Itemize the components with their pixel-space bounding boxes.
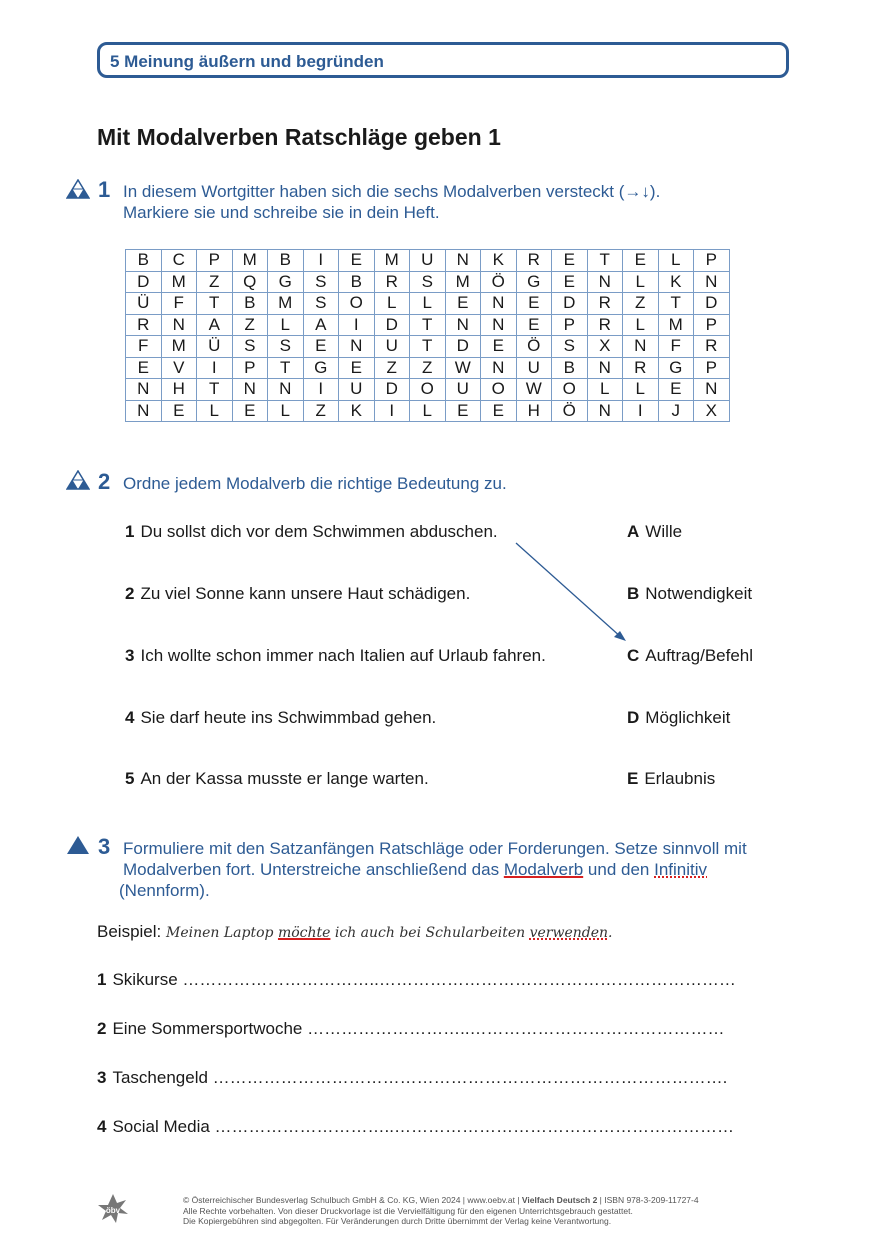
grid-cell[interactable]: S [303,271,339,293]
meaning-b: B Notwendigkeit [627,584,753,603]
grid-cell[interactable]: I [374,400,410,422]
grid-cell[interactable]: W [516,379,552,401]
grid-cell[interactable]: A [197,314,233,336]
grid-cell[interactable]: K [481,250,517,272]
grid-cell[interactable]: N [445,250,481,272]
grid-cell[interactable]: M [232,250,268,272]
footer-copyright: © Österreichischer Bundesverlag Schulbuch GmbH & Co. KG, Wien 2024 | www.oebv.at | Vielfach Deutsch 2 | ISBN 978-3-209-11727-4 Alle Rechte vorbehalten. Von dieser Druckvorlage ist die Vervielfältigung für den eigenen Unterrichtsgebrauch gestattet. Die Kopiergebühren sind abgegolten. Für Veränderungen durch Dritte übernimmt der Verlag keine Verantwortung. [183,1195,699,1226]
grid-cell[interactable]: K [658,271,694,293]
grid-cell[interactable]: E [303,336,339,358]
grid-cell[interactable]: S [303,293,339,315]
task-1-instruction-line2: Markiere sie und schreibe sie in dein Heft. [123,203,440,222]
grid-cell[interactable]: E [516,293,552,315]
grid-cell[interactable]: Z [623,293,659,315]
task-2-instruction: Ordne jedem Modalverb die richtige Bedeutung zu. [123,474,507,493]
answer-line-3[interactable]: 3 Taschengeld ………………………………………………………………………………. [97,1068,728,1087]
grid-cell[interactable]: R [623,357,659,379]
grid-cell[interactable]: H [516,400,552,422]
grid-cell[interactable]: T [410,336,446,358]
grid-row [126,271,730,293]
grid-cell[interactable]: D [374,379,410,401]
grid-cell[interactable]: N [694,271,730,293]
grid-cell[interactable]: P [232,357,268,379]
task-2-number: 2 [98,469,111,494]
example-line: Beispiel: Meinen Laptop möchte ich auch bei Schularbeiten verwenden. [97,922,613,941]
grid-cell[interactable]: L [623,379,659,401]
grid-cell[interactable]: D [374,314,410,336]
grid-cell[interactable]: N [587,271,623,293]
grid-cell[interactable]: R [694,336,730,358]
grid-cell[interactable]: N [232,379,268,401]
grid-cell[interactable]: L [410,400,446,422]
grid-cell[interactable]: P [694,357,730,379]
grid-cell[interactable]: M [445,271,481,293]
grid-cell[interactable]: E [623,250,659,272]
difficulty-triangle-icon [66,179,90,199]
task-3-instruction-line1: Formuliere mit den Satzanfängen Ratschläge oder Forderungen. Setze sinnvoll mit [123,839,747,858]
grid-cell[interactable]: Ü [197,336,233,358]
grid-cell[interactable]: M [374,250,410,272]
grid-cell[interactable]: N [587,400,623,422]
grid-cell[interactable]: J [658,400,694,422]
example-connection-arrow [510,540,630,645]
grid-cell[interactable]: Ö [481,271,517,293]
grid-cell[interactable]: T [587,250,623,272]
grid-cell[interactable]: P [694,250,730,272]
modalverb-underlined: Modalverb [503,860,584,879]
task-1-number: 1 [98,177,111,202]
example-infinitiv: verwenden [529,925,609,941]
grid-cell[interactable]: E [481,336,517,358]
grid-cell[interactable]: E [552,271,588,293]
grid-cell[interactable]: O [410,379,446,401]
grid-cell[interactable]: I [339,314,375,336]
grid-cell[interactable]: N [268,379,304,401]
difficulty-triangle-icon [66,470,90,490]
grid-cell[interactable]: E [445,400,481,422]
grid-cell[interactable]: G [303,357,339,379]
task-3-instruction-line3: (Nennform). [119,881,210,900]
grid-cell[interactable]: N [481,357,517,379]
grid-cell[interactable]: D [552,293,588,315]
grid-cell[interactable]: S [232,336,268,358]
task-3-instruction-line2: Modalverben fort. Unterstreiche anschließend das Modalverb und den Infinitiv [123,860,708,879]
grid-cell[interactable]: Ö [516,336,552,358]
grid-cell[interactable]: Z [410,357,446,379]
grid-cell[interactable]: M [161,271,197,293]
page-title: Mit Modalverben Ratschläge geben 1 [97,124,501,150]
grid-cell[interactable]: N [339,336,375,358]
difficulty-triangle-icon [66,835,90,855]
grid-cell[interactable]: L [268,400,304,422]
answer-line-1[interactable]: 1 Skikurse ……………………………..……………………………………………………… [97,970,736,989]
grid-cell[interactable]: F [161,293,197,315]
grid-cell[interactable]: M [658,314,694,336]
grid-cell[interactable]: E [161,400,197,422]
grid-cell[interactable]: A [303,314,339,336]
grid-cell[interactable]: N [481,314,517,336]
meaning-a: A Wille [627,522,683,541]
meaning-c: C Auftrag/Befehl [627,646,754,665]
chapter-title: 5 Meinung äußern und begründen [110,52,384,71]
grid-cell[interactable]: L [587,379,623,401]
grid-cell[interactable]: N [587,357,623,379]
grid-row [126,379,730,401]
grid-cell[interactable]: W [445,357,481,379]
grid-cell[interactable]: Ü [126,293,162,315]
grid-cell[interactable]: G [268,271,304,293]
grid-cell[interactable]: D [694,293,730,315]
grid-cell[interactable]: I [303,250,339,272]
svg-text:öbv: öbv [105,1206,121,1215]
grid-cell[interactable]: N [126,400,162,422]
grid-row [126,357,730,379]
grid-cell[interactable]: R [516,250,552,272]
sentence-5: 5 An der Kassa musste er lange warten. [125,769,429,788]
grid-cell[interactable]: P [197,250,233,272]
grid-cell[interactable]: H [161,379,197,401]
grid-cell[interactable]: E [481,400,517,422]
grid-cell[interactable]: Z [303,400,339,422]
grid-cell[interactable]: L [268,314,304,336]
grid-row [126,293,730,315]
grid-cell[interactable]: S [552,336,588,358]
grid-cell[interactable]: R [587,314,623,336]
grid-cell[interactable]: D [126,271,162,293]
grid-cell[interactable]: E [232,400,268,422]
grid-cell[interactable]: T [197,379,233,401]
grid-cell[interactable]: U [410,250,446,272]
grid-cell[interactable]: P [694,314,730,336]
grid-cell[interactable]: I [623,400,659,422]
grid-cell[interactable]: I [197,357,233,379]
grid-cell[interactable]: L [623,271,659,293]
grid-row [126,400,730,422]
grid-cell[interactable]: F [658,336,694,358]
word-search-grid [125,249,730,422]
grid-cell[interactable]: S [268,336,304,358]
grid-cell[interactable]: L [658,250,694,272]
grid-row [126,250,730,272]
grid-cell[interactable]: R [374,271,410,293]
grid-cell[interactable]: N [481,293,517,315]
grid-cell[interactable]: Z [197,271,233,293]
grid-cell[interactable]: E [552,250,588,272]
grid-cell[interactable]: L [374,293,410,315]
grid-cell[interactable]: I [303,379,339,401]
grid-cell[interactable]: T [268,357,304,379]
grid-cell[interactable]: L [623,314,659,336]
grid-cell[interactable]: Q [232,271,268,293]
grid-cell[interactable]: B [552,357,588,379]
grid-cell[interactable]: F [126,336,162,358]
grid-cell[interactable]: U [374,336,410,358]
grid-cell[interactable]: T [410,314,446,336]
grid-cell[interactable]: T [197,293,233,315]
grid-cell[interactable]: B [126,250,162,272]
grid-cell[interactable]: G [658,357,694,379]
infinitiv-underlined: Infinitiv [654,860,708,879]
grid-cell[interactable]: N [694,379,730,401]
grid-cell[interactable]: U [339,379,375,401]
grid-cell[interactable]: S [410,271,446,293]
grid-cell[interactable]: E [126,357,162,379]
grid-cell[interactable]: V [161,357,197,379]
grid-cell[interactable]: R [126,314,162,336]
grid-cell[interactable]: T [658,293,694,315]
grid-cell[interactable]: U [445,379,481,401]
grid-cell[interactable]: B [339,271,375,293]
example-modalverb: möchte [277,925,331,941]
grid-cell[interactable]: X [694,400,730,422]
grid-cell[interactable]: K [339,400,375,422]
grid-cell[interactable]: E [658,379,694,401]
grid-cell[interactable]: Z [232,314,268,336]
grid-cell[interactable]: E [516,314,552,336]
grid-cell[interactable]: B [268,250,304,272]
grid-cell[interactable]: O [339,293,375,315]
grid-cell[interactable]: O [481,379,517,401]
grid-cell[interactable]: N [161,314,197,336]
grid-row [126,314,730,336]
grid-cell[interactable]: E [339,250,375,272]
grid-cell[interactable]: Z [374,357,410,379]
grid-cell[interactable]: M [161,336,197,358]
grid-cell[interactable]: E [445,293,481,315]
task-3-number: 3 [98,834,111,859]
grid-cell[interactable]: G [516,271,552,293]
sentence-4: 4 Sie darf heute ins Schwimmbad gehen. [125,708,437,727]
grid-cell[interactable]: N [623,336,659,358]
grid-cell[interactable]: M [268,293,304,315]
grid-cell[interactable]: P [552,314,588,336]
grid-cell[interactable]: N [126,379,162,401]
grid-cell[interactable]: U [516,357,552,379]
grid-cell[interactable]: B [232,293,268,315]
grid-cell[interactable]: E [339,357,375,379]
grid-cell[interactable]: L [410,293,446,315]
grid-cell[interactable]: D [445,336,481,358]
meaning-d: D Möglichkeit [627,708,731,727]
oebv-logo [96,1192,130,1226]
meaning-e: E Erlaubnis [627,769,716,788]
grid-cell[interactable]: N [445,314,481,336]
answer-line-2[interactable]: 2 Eine Sommersportwoche ………………………..……………………………………… [97,1019,725,1038]
sentence-1: 1 Du sollst dich vor dem Schwimmen abduschen. [125,522,498,541]
sentence-2: 2 Zu viel Sonne kann unsere Haut schädigen. [125,584,471,603]
task-1-instruction-line1: In diesem Wortgitter haben sich die sechs Modalverben versteckt (→↓). [123,182,661,201]
grid-cell[interactable]: C [161,250,197,272]
grid-cell[interactable]: X [587,336,623,358]
grid-cell[interactable]: Ö [552,400,588,422]
grid-cell[interactable]: R [587,293,623,315]
grid-row [126,336,730,358]
grid-cell[interactable]: O [552,379,588,401]
sentence-3: 3 Ich wollte schon immer nach Italien auf Urlaub fahren. [125,646,546,665]
answer-line-4[interactable]: 4 Social Media …………………………..…………………………………………………… [97,1117,734,1136]
grid-cell[interactable]: L [197,400,233,422]
